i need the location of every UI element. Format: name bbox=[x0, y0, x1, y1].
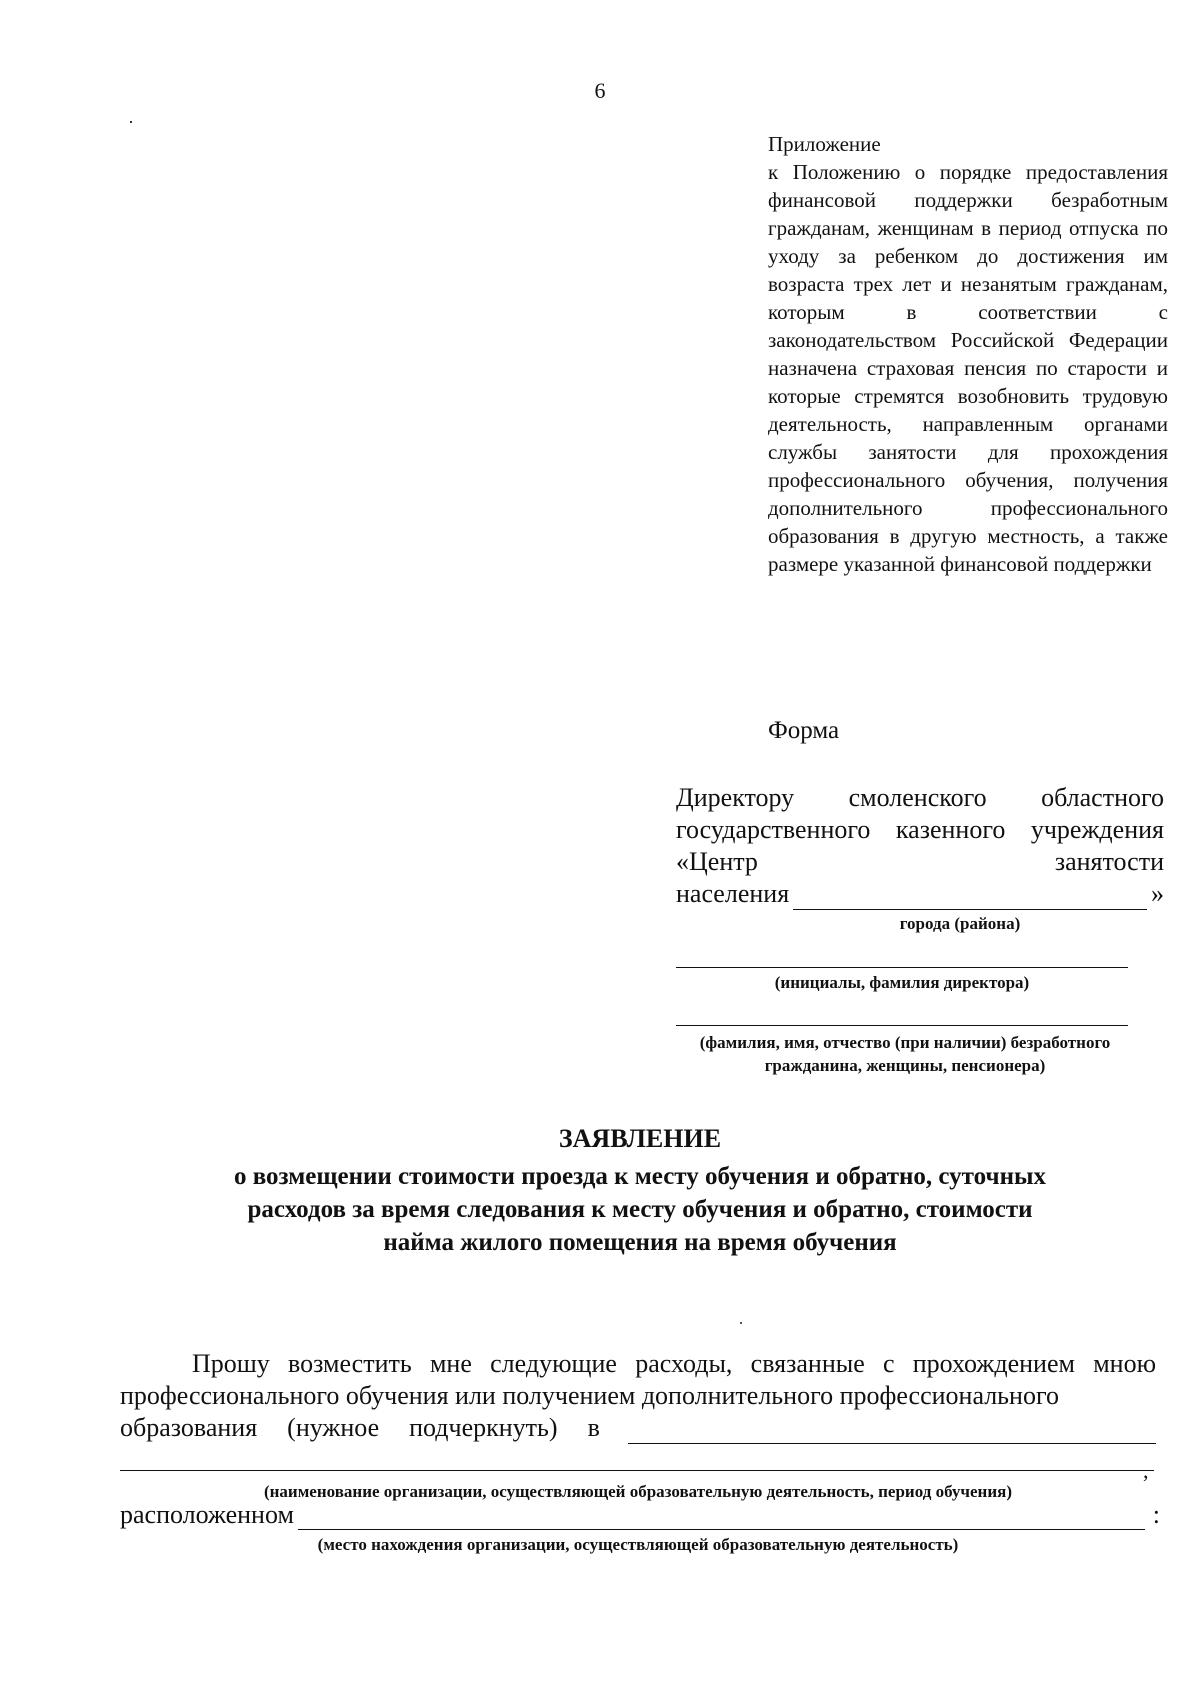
applicant-caption: (фамилия, имя, отчество (при наличии) безработного гражданина, женщины, пенсионера) bbox=[699, 1033, 1111, 1075]
director-field[interactable] bbox=[676, 967, 1128, 968]
scan-speck bbox=[130, 121, 132, 123]
city-caption: города (района) bbox=[899, 914, 1021, 933]
organization-field-start[interactable] bbox=[628, 1421, 1156, 1444]
org-line-end: , bbox=[1143, 1458, 1149, 1483]
request-paragraph bbox=[120, 1348, 1156, 1412]
request-word: (нужное bbox=[287, 1413, 380, 1442]
request-last-line bbox=[120, 1412, 1156, 1444]
request-word: в bbox=[587, 1413, 600, 1442]
statement-subheading: о возмещении стоимости проезда к месту обучения и обратно, суточных расходов за время следования к месту обучения и обратно, стоимости найма жилого помещения на время обучения bbox=[233, 1163, 1047, 1256]
applicant-field[interactable] bbox=[676, 1025, 1128, 1026]
location-caption: (место нахождения организации, осуществляющей образовательную деятельность) bbox=[317, 1535, 959, 1554]
statement-heading: ЗАЯВЛЕНИЕ bbox=[558, 1124, 722, 1153]
addressee-last-end: » bbox=[1151, 879, 1164, 908]
request-word: образования bbox=[120, 1413, 258, 1442]
director-caption: (инициалы, фамилия директора) bbox=[774, 973, 1030, 992]
location-field[interactable] bbox=[298, 1507, 1145, 1530]
addressee-last-start: населения bbox=[676, 879, 790, 908]
form-label: Форма bbox=[768, 717, 840, 744]
appendix-title: Приложение bbox=[768, 132, 881, 156]
addressee-text: Директору смоленского областного государственного казенного учреждения «Центр занятости bbox=[676, 783, 1164, 876]
appendix-text: к Положению о порядке предоставления финансовой поддержки безработным гражданам, женщинам в период отпуска по уходу за ребенком до достижения им возраста трех лет и незанятым гражданам, которым в соответствии с законодательством Российской Федерации назначена страховая пенсия по старости и которые стремятся возобновить трудовую деятельность, направленным органами службы занятости для прохождения профессионального обучения, получения дополнительного профессионального образования в другую местность, а также размере указанной финансовой поддержки bbox=[768, 160, 1168, 576]
organization-caption: (наименование организации, осуществляющей образовательную деятельность, период обучения) bbox=[263, 1482, 1013, 1501]
city-field[interactable] bbox=[793, 885, 1147, 910]
page-number: 6 bbox=[594, 78, 606, 103]
addressee-last-line bbox=[676, 878, 1164, 910]
located-line bbox=[120, 1500, 1160, 1530]
request-word: подчеркнуть) bbox=[409, 1413, 558, 1442]
appendix-block bbox=[768, 130, 1168, 578]
located-label: расположенном bbox=[120, 1500, 294, 1529]
scan-speck bbox=[740, 1322, 742, 1324]
request-text: Прошу возместить мне следующие расходы, связанные с прохождением мною профессионального обучения или получением дополнительного профессионального bbox=[120, 1349, 1156, 1410]
located-end: : bbox=[1152, 1500, 1160, 1529]
organization-field[interactable] bbox=[120, 1470, 1154, 1471]
